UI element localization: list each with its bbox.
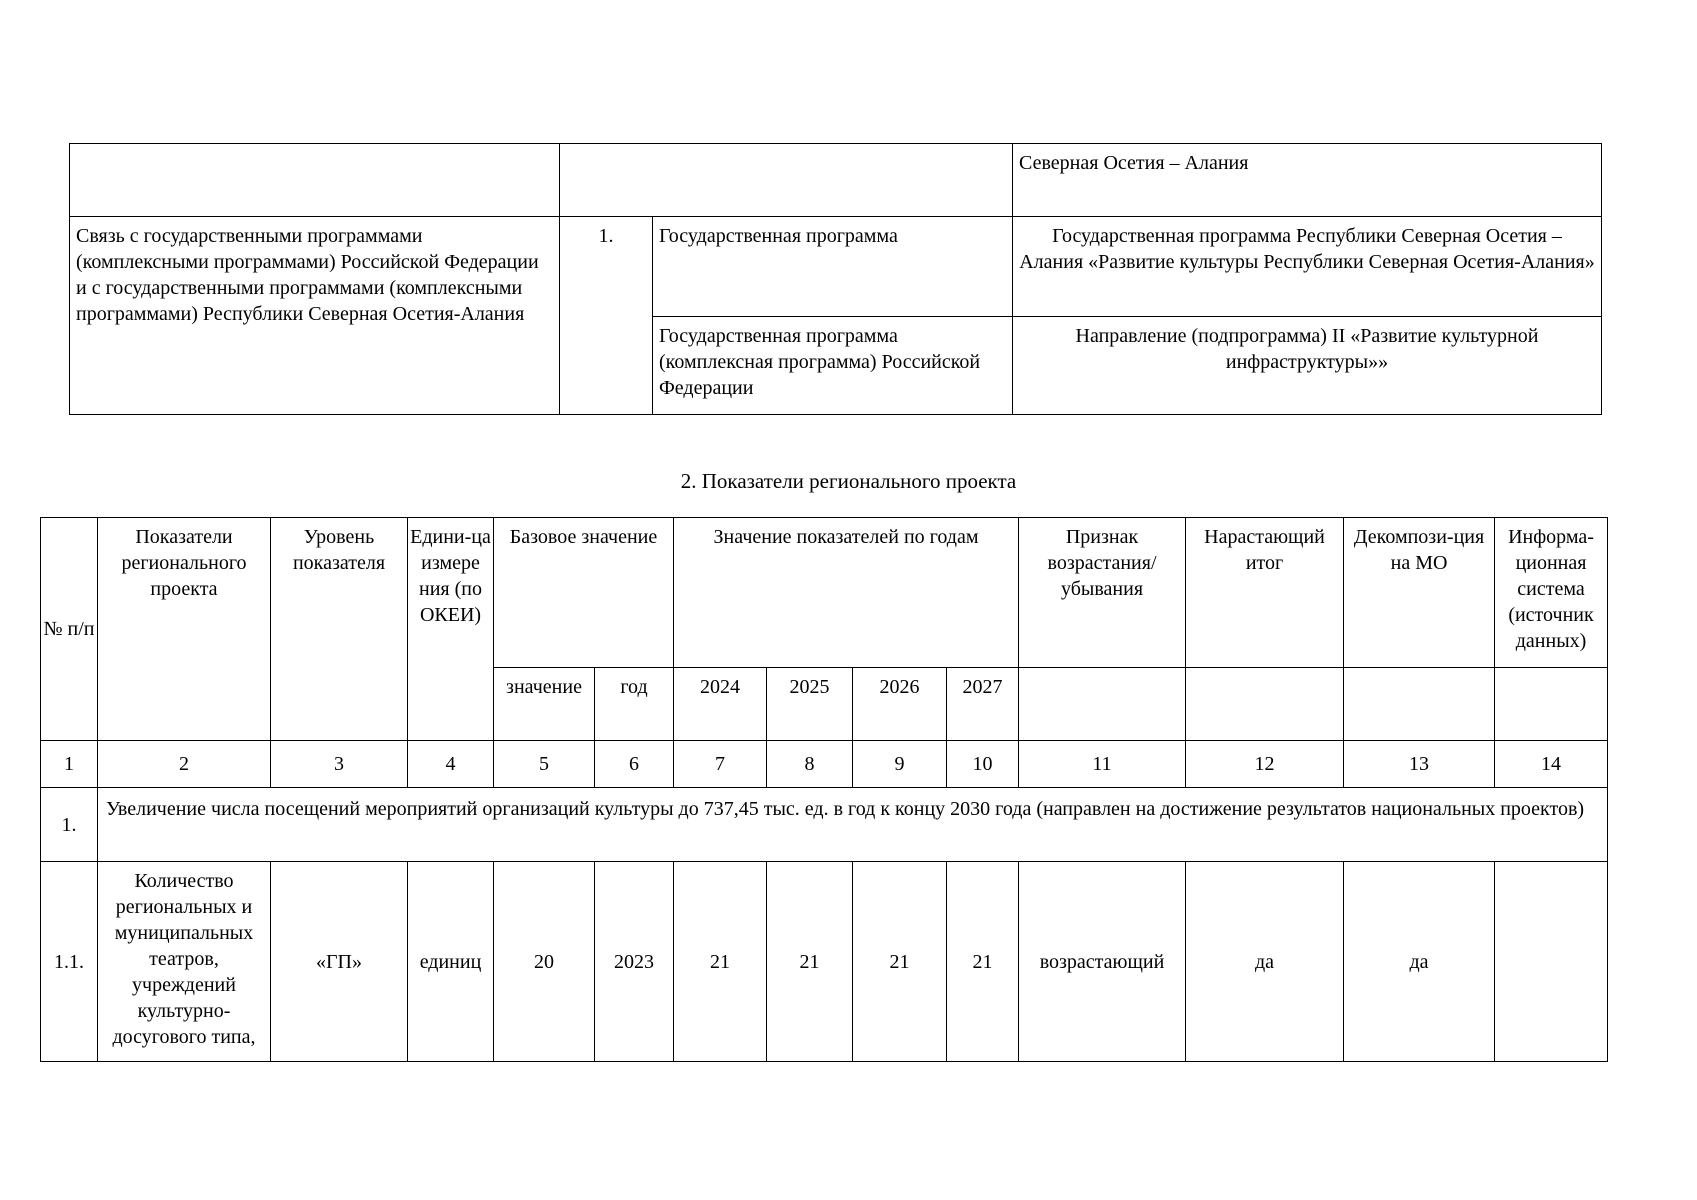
header-trend-blank: [1019, 668, 1186, 741]
column-number: 3: [271, 741, 408, 788]
column-number: 10: [947, 741, 1019, 788]
column-number: 9: [853, 741, 947, 788]
row-value-2024: 21: [674, 862, 767, 1062]
column-number: 5: [494, 741, 595, 788]
top-row-cell-2: [560, 144, 1013, 217]
header-info-system-blank: [1495, 668, 1608, 741]
row-value-2026: 21: [853, 862, 947, 1062]
header-year-2024: 2024: [674, 668, 767, 741]
column-number: 13: [1344, 741, 1495, 788]
programs-link-label: Связь с государственными программами (комплексными программами) Российской Федерации и с государственными программами (комплексными программами) Республики Северная Осетия-Алания: [70, 217, 560, 415]
header-cumulative-blank: [1186, 668, 1344, 741]
header-level: Уровень показателя: [271, 518, 408, 741]
column-number: 14: [1495, 741, 1608, 788]
row-trend: возрастающий: [1019, 862, 1186, 1062]
program-value-regional: Государственная программа Республики Северная Осетия – Алания «Развитие культуры Республики Северная Осетия-Алания»: [1013, 217, 1602, 317]
header-decomposition-blank: [1344, 668, 1495, 741]
column-number: 4: [408, 741, 494, 788]
column-number: 1: [41, 741, 98, 788]
row-indicator: Количество региональных и муниципальных театров, учреждений культурно-досугового типа,: [98, 862, 271, 1062]
header-num: № п/п: [41, 518, 98, 741]
header-info-system: Информа-ционная система (источник данных): [1495, 518, 1608, 668]
indicators-table: [40, 517, 1608, 1062]
header-unit: Едини-ца измере ния (по ОКЕИ): [408, 518, 494, 741]
header-base: Базовое значение: [494, 518, 674, 668]
goal-text: Увеличение числа посещений мероприятий организаций культуры до 737,45 тыс. ед. в год к концу 2030 года (направлен на достижение результатов национальных проектов): [98, 788, 1608, 862]
header-year-2027: 2027: [947, 668, 1019, 741]
goal-row: [41, 788, 1608, 862]
column-number: 6: [595, 741, 674, 788]
column-number: 12: [1186, 741, 1344, 788]
column-numbers-row: [41, 741, 1608, 788]
table-row: [41, 862, 1608, 1062]
header-indicator: Показатели регионального проекта: [98, 518, 271, 741]
header-year-2025: 2025: [767, 668, 853, 741]
row-value-2025: 21: [767, 862, 853, 1062]
header-year-2026: 2026: [853, 668, 947, 741]
column-number: 2: [98, 741, 271, 788]
row-unit: единиц: [408, 862, 494, 1062]
header-base-value: значение: [494, 668, 595, 741]
header-cumulative: Нарастающий итог: [1186, 518, 1344, 668]
program-type-regional: Государственная программа: [653, 217, 1013, 317]
column-number: 8: [767, 741, 853, 788]
row-info-system: [1495, 862, 1608, 1062]
programs-link-table: [69, 143, 1602, 415]
row-base-year: 2023: [595, 862, 674, 1062]
row-number: 1.1.: [41, 862, 98, 1062]
program-value-federal: Направление (подпрограмма) II «Развитие культурной инфраструктуры»»: [1013, 317, 1602, 415]
row-value-2027: 21: [947, 862, 1019, 1062]
program-type-federal: Государственная программа (комплексная программа) Российской Федерации: [653, 317, 1013, 415]
row-decomposition: да: [1344, 862, 1495, 1062]
programs-link-number: 1.: [560, 217, 653, 415]
row-cumulative: да: [1186, 862, 1344, 1062]
header-base-year: год: [595, 668, 674, 741]
top-row-cell-region: Северная Осетия – Алания: [1013, 144, 1602, 217]
column-number: 11: [1019, 741, 1186, 788]
header-years: Значение показателей по годам: [674, 518, 1019, 668]
goal-number: 1.: [41, 788, 98, 862]
top-row-cell-1: [70, 144, 560, 217]
column-number: 7: [674, 741, 767, 788]
row-level: «ГП»: [271, 862, 408, 1062]
header-trend: Признак возрастания/ убывания: [1019, 518, 1186, 668]
section-title: 2. Показатели регионального проекта: [680, 469, 1017, 493]
row-base-value: 20: [494, 862, 595, 1062]
header-decomposition: Декомпози-ция на МО: [1344, 518, 1495, 668]
